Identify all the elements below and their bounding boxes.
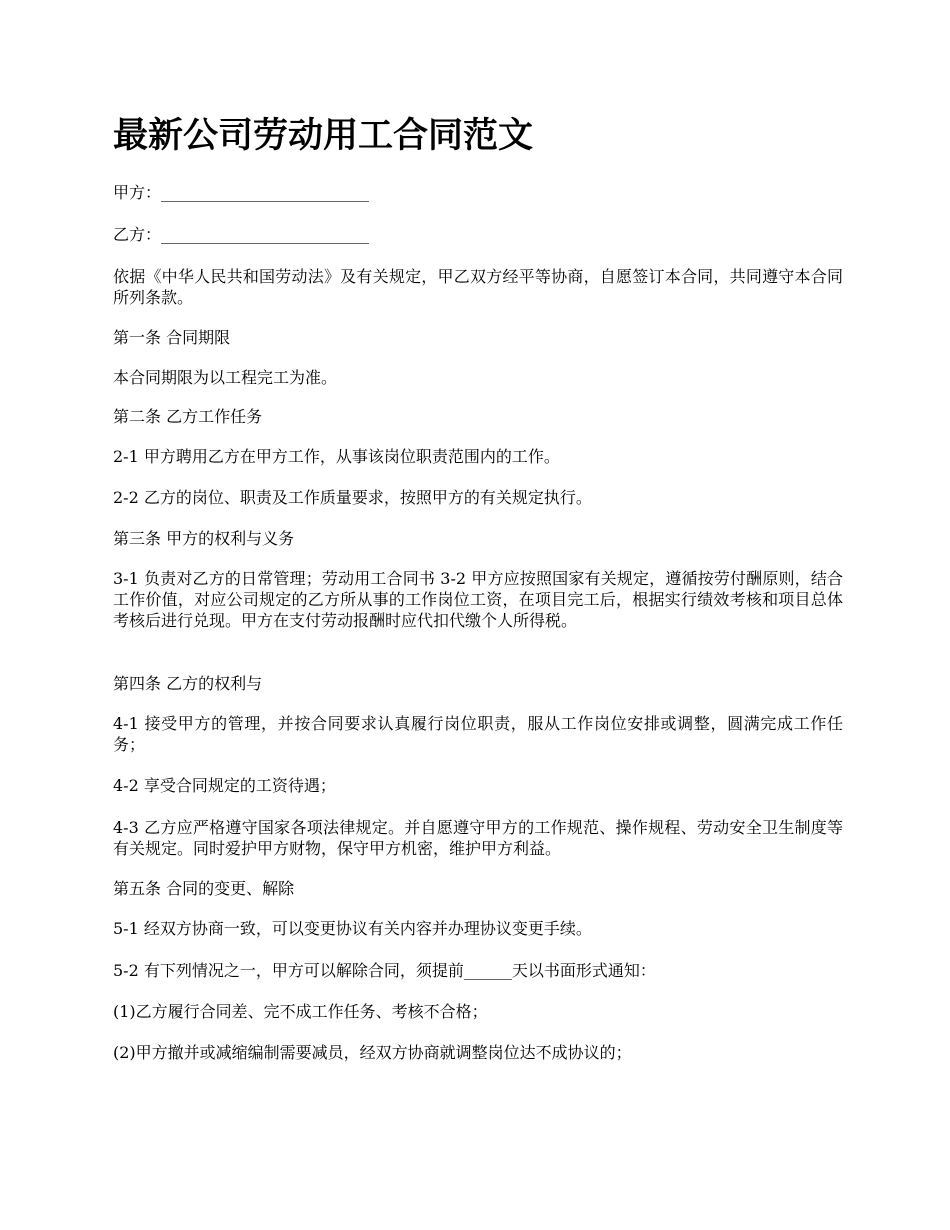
- list-item: (1)乙方履行合同差、完不成工作任务、考核不合格；: [113, 1002, 488, 1021]
- clause-paragraph: 5-2 有下列情况之一，甲方可以解除合同，须提前______天以书面形式通知：: [113, 961, 656, 980]
- clause-paragraph: 4-2 享受合同规定的工资待遇；: [113, 776, 336, 795]
- list-item: (2)甲方撤并或减缩编制需要减员，经双方协商就调整岗位达不成协议的；: [113, 1043, 632, 1062]
- article-heading-3: 第三条 甲方的权利与义务: [113, 529, 295, 548]
- clause-paragraph: 4-1 接受甲方的管理，并按合同要求认真履行岗位职责，服从工作岗位安排或调整，圆满完成工作任务；: [113, 714, 843, 754]
- article-heading-5: 第五条 合同的变更、解除: [113, 879, 295, 898]
- clause-paragraph: 2-2 乙方的岗位、职责及工作质量要求，按照甲方的有关规定执行。: [113, 488, 592, 507]
- article-heading-1: 第一条 合同期限: [113, 328, 231, 347]
- clause-paragraph: 本合同期限为以工程完工为准。: [113, 368, 338, 387]
- clause-paragraph: 5-1 经双方协商一致，可以变更协议有关内容并办理协议变更手续。: [113, 919, 592, 938]
- preamble-paragraph: 依据《中华人民共和国劳动法》及有关规定，甲乙双方经平等协商，自愿签订本合同，共同遵守本合同所列条款。: [113, 267, 843, 307]
- party-b-line: 乙方：__________________________: [113, 225, 370, 244]
- article-heading-2: 第二条 乙方工作任务: [113, 407, 263, 426]
- document-title: 最新公司劳动用工合同范文: [113, 115, 534, 156]
- party-a-line: 甲方：__________________________: [113, 183, 370, 202]
- clause-paragraph: 4-3 乙方应严格遵守国家各项法律规定。并自愿遵守甲方的工作规范、操作规程、劳动安全卫生制度等有关规定。同时爱护甲方财物，保守甲方机密，维护甲方利益。: [113, 818, 843, 858]
- article-heading-4: 第四条 乙方的权利与: [113, 674, 263, 693]
- clause-paragraph: 2-1 甲方聘用乙方在甲方工作，从事该岗位职责范围内的工作。: [113, 447, 560, 466]
- clause-paragraph: 3-1 负责对乙方的日常管理；劳动用工合同书 3-2 甲方应按照国家有关规定，遵循按劳付酬原则，结合工作价值，对应公司规定的乙方所从事的工作岗位工资，在项目完工后，根据实行绩效考核和项目总体考核后进行兑现。甲方在支付劳动报酬时应代扣代缴个人所得税。: [113, 569, 843, 630]
